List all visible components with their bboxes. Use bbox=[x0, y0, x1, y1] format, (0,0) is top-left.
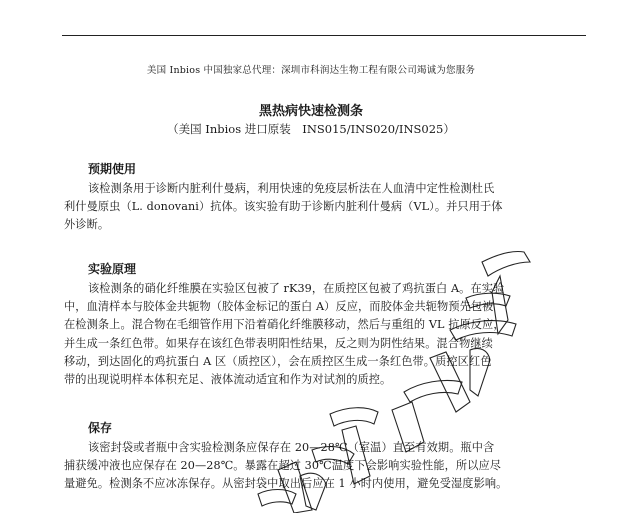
body-line: 移动，到达固化的鸡抗蛋白 A 区（质控区），会在质控区生成一条红色带。质控区红色 bbox=[64, 354, 492, 368]
section-heading: 预期使用 bbox=[88, 162, 137, 176]
section-storage bbox=[64, 419, 568, 494]
document-subtitle: （美国 Inbios 进口原装 INS015/INS020/INS025） bbox=[167, 122, 455, 136]
body-line: 量避免。检测条不应冰冻保存。从密封袋中取出后应在 1 小时内使用，避免受湿度影响。 bbox=[64, 477, 508, 491]
body-line: 带的出现说明样本体积充足、液体流动适宜和作为对试剂的质控。 bbox=[64, 373, 392, 387]
section-body bbox=[64, 180, 568, 235]
section-body bbox=[64, 439, 568, 494]
body-line: 利什曼原虫（L. donovani）抗体。该实验有助于诊断内脏利什曼病（VL）。并只用于体 bbox=[64, 200, 503, 214]
section-heading: 实验原理 bbox=[88, 262, 137, 276]
body-line: 该密封袋或者瓶中含实验检测条应保存在 20—28℃（室温）直至有效期。瓶中含 bbox=[88, 441, 495, 454]
top-rule bbox=[62, 35, 586, 36]
distributor-header: 美国 Inbios 中国独家总代理：深圳市科润达生物工程有限公司竭诚为您服务 bbox=[146, 65, 476, 76]
body-line: 在检测条上。混合物在毛细管作用下沿着硝化纤维膜移动，然后与重组的 VL 抗原反应， bbox=[64, 318, 505, 332]
body-line: 该检测条的硝化纤维膜在实验区包被了 rK39，在质控区包被了鸡抗蛋白 A。在实验 bbox=[88, 282, 505, 295]
section-principle bbox=[64, 260, 568, 389]
section-intended-use bbox=[64, 160, 568, 235]
body-line: 捕获缓冲液也应保存在 20—28℃。暴露在超过 30℃温度下会影响实验性能，所以应尽 bbox=[64, 459, 502, 473]
body-line: 中，血清样本与胶体金共轭物（胶体金标记的蛋白 A）反应，而胶体金共轭物预先包被 bbox=[64, 300, 494, 314]
body-line: 并生成一条红色带。如果存在该红色带表明阳性结果，反之则为阴性结果。混合物继续 bbox=[64, 336, 493, 350]
section-body bbox=[64, 280, 568, 389]
body-line: 该检测条用于诊断内脏利什曼病，利用快速的免疫层析法在人血清中定性检测杜氏 bbox=[88, 182, 495, 195]
body-line: 外诊断。 bbox=[64, 218, 110, 232]
document-title: 黑热病快速检测条 bbox=[258, 104, 363, 119]
section-heading: 保存 bbox=[88, 421, 113, 435]
